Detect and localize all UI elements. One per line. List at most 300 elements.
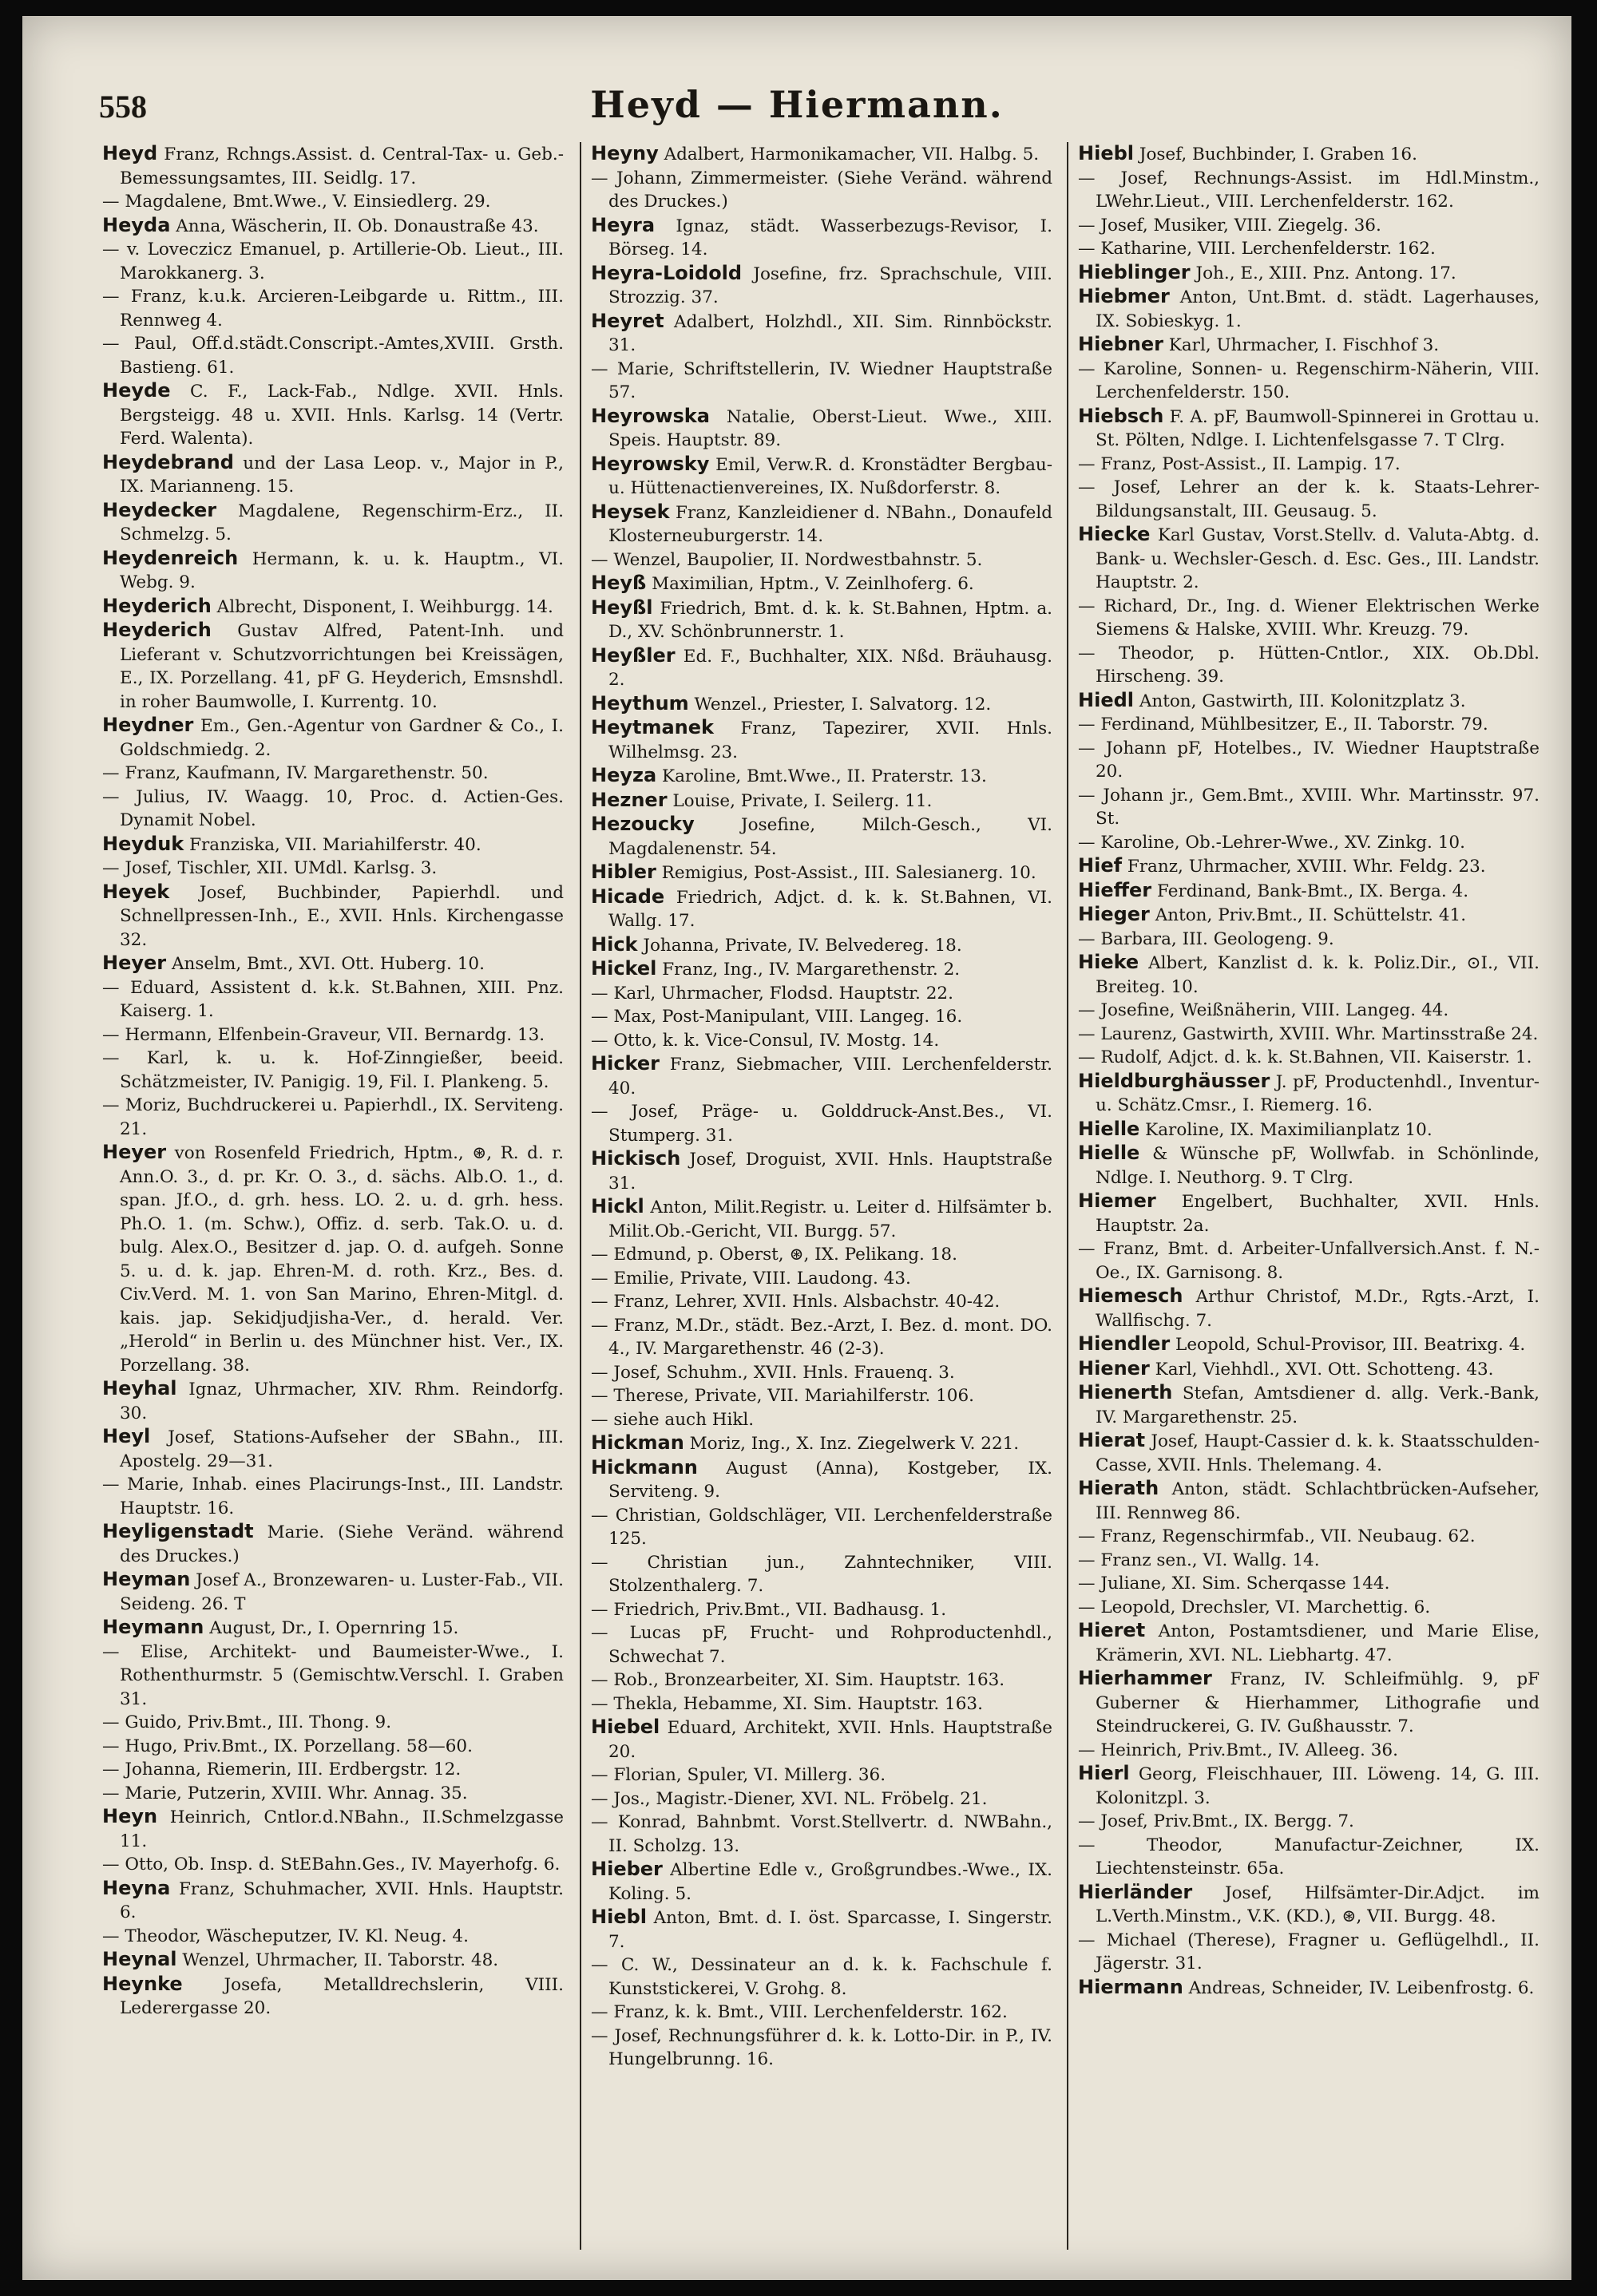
entry-text: — Karl, Uhrmacher, Flodsd. Hauptstr. 22. (591, 983, 953, 1004)
directory-entry (591, 453, 1052, 501)
directory-entry (1078, 999, 1540, 1023)
directory-entry (102, 1758, 564, 1782)
entry-text: — Elise, Architekt- und Baumeister-Wwe., I. Rothenthurmstr. 5 (Gemischtw.Verschl. I. Graben 31. (102, 1641, 564, 1709)
entry-text: — Leopold, Drechsler, VI. Marchettig. 6. (1078, 1597, 1431, 1617)
entry-text: — Thekla, Hebamme, XI. Sim. Hauptstr. 163. (591, 1693, 983, 1714)
directory-entry (1078, 1142, 1540, 1190)
entry-text: — Hermann, Elfenbein-Graveur, VII. Bernardg. 13. (102, 1024, 545, 1045)
entry-text: Stefan, Amtsdiener d. allg. Verk.-Bank, IV. Margarethenstr. 25. (1096, 1384, 1540, 1427)
directory-entry (102, 1735, 564, 1759)
entry-surname: Heyra-Loidold (591, 261, 743, 284)
directory-page (22, 16, 1571, 2280)
directory-entry (102, 1377, 564, 1425)
entry-text: — Ferdinand, Mühlbesitzer, E., II. Taborstr. 79. (1078, 715, 1488, 734)
entry-text: August (Anna), Kostgeber, IX. Serviteng. 9. (608, 1458, 1052, 1502)
entry-text: — Franz sen., VI. Wallg. 14. (1078, 1550, 1320, 1570)
directory-entry (1078, 1976, 1540, 2001)
entry-text: — Otto, k. k. Vice-Consul, IV. Mostg. 14. (591, 1030, 940, 1051)
entry-surname: Hierländer (1078, 1880, 1193, 1903)
directory-entry (102, 1948, 564, 1973)
entry-surname: Hienerth (1078, 1381, 1173, 1403)
directory-entry (1078, 1070, 1540, 1118)
directory-entry (591, 214, 1052, 262)
entry-text: Anton, Milit.Registr. u. Leiter d. Hilfsämter b. Milit.Ob.-Gericht, VII. Burgg. 57. (608, 1197, 1052, 1241)
entry-text: Franz, IV. Schleifmühlg. 9, pF Guberner & Hierhammer, Lithografie und Steindruckerei, G. IV. Gußhausstr. 7. (1096, 1669, 1540, 1736)
directory-entry (102, 1877, 564, 1925)
entry-surname: Hibler (591, 861, 656, 883)
entry-text: Wenzel., Priester, I. Salvatorg. 12. (688, 694, 992, 715)
directory-entry (591, 644, 1052, 692)
entry-surname: Hicade (591, 885, 665, 908)
entry-text: Karl, Uhrmacher, I. Fischhof 3. (1163, 335, 1440, 355)
entry-surname: Hieffer (1078, 878, 1152, 901)
entry-text: — Franz, Kaufmann, IV. Margarethenstr. 50. (102, 763, 489, 783)
directory-entry (1078, 1023, 1540, 1047)
directory-entry (591, 1669, 1052, 1692)
entry-text: Anton, städt. Schlachtbrücken-Aufseher, III. Rennweg 86. (1096, 1479, 1540, 1523)
directory-entry (591, 885, 1052, 933)
directory-entry (591, 572, 1052, 596)
directory-entry (591, 405, 1052, 453)
directory-entry (1078, 1810, 1540, 1834)
directory-entry (1078, 713, 1540, 737)
entry-surname: Hezoucky (591, 813, 695, 835)
directory-entry (1078, 237, 1540, 261)
entry-surname: Hieber (591, 1858, 663, 1880)
directory-entry (102, 1616, 564, 1641)
directory-entry (591, 596, 1052, 644)
entry-text: — Konrad, Bahnbmt. Vorst.Stellvertr. d. NWBahn., II. Scholzg. 13. (591, 1812, 1052, 1856)
entry-surname: Heyßler (591, 643, 676, 667)
entry-text: Joh., E., XIII. Pnz. Antong. 17. (1190, 263, 1456, 283)
directory-entry (102, 451, 564, 499)
directory-entry (591, 2025, 1052, 2072)
directory-entry (591, 1267, 1052, 1291)
entry-text: — Josef, Musiker, VIII. Ziegelg. 36. (1078, 215, 1381, 236)
entry-text: Franz, Ing., IV. Margarethenstr. 2. (656, 960, 961, 980)
directory-entry (591, 1431, 1052, 1456)
entry-text: Friedrich, Bmt. d. k. k. St.Bahnen, Hptm. a. D., XV. Schönbrunnerstr. 1. (608, 598, 1052, 642)
directory-entry (102, 1805, 564, 1853)
entry-text: Ferdinand, Bank-Bmt., IX. Berga. 4. (1151, 881, 1469, 901)
directory-entry (102, 1568, 564, 1616)
entry-text: — Johann jr., Gem.Bmt., XVIII. Whr. Martinsstr. 97. St. (1078, 785, 1540, 829)
entry-text: J. pF, Productenhdl., Inventur- u. Schätz.Cmsr., I. Riemerg. 16. (1096, 1071, 1540, 1115)
entry-text: Josef A., Bronzewaren- u. Luster-Fab., VII. Seideng. 26. T (120, 1570, 564, 1614)
entry-text: — Florian, Spuler, VI. Millerg. 36. (591, 1765, 886, 1785)
directory-entry (591, 1811, 1052, 1858)
directory-entry (1078, 1619, 1540, 1667)
entry-text: — Josef, Priv.Bmt., IX. Bergg. 7. (1078, 1811, 1354, 1831)
entry-text: — Karoline, Ob.-Lehrer-Wwe., XV. Zinkg. 10. (1078, 832, 1465, 853)
directory-entry (1078, 285, 1540, 333)
directory-entry (591, 1621, 1052, 1669)
directory-entry (1078, 1834, 1540, 1881)
entry-surname: Hieldburghäusser (1078, 1069, 1270, 1092)
directory-entry (102, 1520, 564, 1568)
directory-entry (591, 1147, 1052, 1195)
directory-entry (591, 1029, 1052, 1053)
entry-text: Ignaz, städt. Wasserbezugs-Revisor, I. Börseg. 14. (608, 216, 1052, 259)
entry-surname: Heysek (591, 500, 670, 523)
directory-entry (102, 547, 564, 595)
directory-entry (102, 332, 564, 379)
directory-entry (591, 1787, 1052, 1811)
entry-text: Franz, Siebmacher, VIII. Lerchenfelderstr. 40. (608, 1055, 1052, 1099)
directory-entry (102, 857, 564, 881)
entry-surname: Hick (591, 932, 638, 956)
entry-text: — Christian jun., Zahntechniker, VIII. Stolzenthalerg. 7. (591, 1552, 1052, 1596)
column-rule (1067, 142, 1068, 2250)
entry-surname: Hiedl (1078, 688, 1134, 711)
entry-text: Anton, Unt.Bmt. d. städt. Lagerhauses, IX. Sobieskyg. 1. (1096, 287, 1540, 331)
directory-entry (591, 1314, 1052, 1361)
entry-surname: Hicker (591, 1052, 660, 1075)
entry-surname: Hieger (1078, 903, 1150, 925)
entry-surname: Hiebel (591, 1716, 660, 1738)
directory-entry (102, 379, 564, 451)
entry-surname: Hickmann (591, 1455, 698, 1479)
directory-entry (1078, 1429, 1540, 1477)
entry-text: Natalie, Oberst-Lieut. Wwe., XIII. Speis. Hauptstr. 89. (608, 406, 1052, 450)
entry-text: — Johann, Zimmermeister. (Siehe Veränd. während des Druckes.) (591, 168, 1052, 212)
entry-text: Louise, Private, I. Seilerg. 11. (667, 790, 933, 811)
entry-text: Wenzel, Uhrmacher, II. Taborstr. 48. (176, 1950, 499, 1970)
directory-entry (591, 764, 1052, 789)
entry-surname: Hiebmer (1078, 285, 1170, 307)
directory-entry (102, 1473, 564, 1520)
entry-text: Moriz, Ing., X. Inz. Ziegelwerk V. 221. (684, 1434, 1020, 1454)
entry-surname: Hielle (1078, 1142, 1140, 1164)
entry-text: Adalbert, Harmonikamacher, VII. Halbg. 5. (658, 144, 1040, 164)
directory-entry (102, 881, 564, 952)
entry-surname: Heyer (102, 1141, 167, 1163)
entry-surname: Heynke (102, 1972, 183, 1995)
directory-entry (1078, 333, 1540, 358)
entry-surname: Hiemer (1078, 1190, 1156, 1212)
entry-surname: Hiebner (1078, 333, 1163, 355)
column-3 (1078, 142, 1540, 2258)
entry-text: Josefine, frz. Sprachschule, VIII. Strozzig. 37. (608, 263, 1052, 307)
directory-entry (1078, 831, 1540, 855)
entry-text: — Jos., Magistr.-Diener, XVI. NL. Fröbelg. 21. (591, 1788, 988, 1809)
entry-text: Karl Gustav, Vorst.Stellv. d. Valuta-Abtg. d. Bank- u. Wechsler-Gesch. d. Esc. Ges., III. Landstr. Hauptstr. 2. (1096, 525, 1540, 592)
entry-text: Josef, Droguist, XVII. Hnls. Hauptstraße 31. (608, 1150, 1052, 1194)
entry-text: Gustav Alfred, Patent-Inh. und Lieferant v. Schutzvorrichtungen bei Kreissägen, E., IX. Porzellang. 41, pF G. Heyderich, Emsnshdl. in roher Baumwolle, I. Kurrentg. 10. (120, 621, 564, 712)
entry-text: — Edmund, p. Oberst, ⊛, IX. Pelikang. 18. (591, 1245, 957, 1265)
entry-text: — Lucas pF, Frucht- und Rohproductenhdl., Schwechat 7. (591, 1623, 1052, 1667)
directory-entry (591, 310, 1052, 358)
directory-entry (591, 262, 1052, 310)
entry-surname: Hieret (1078, 1619, 1146, 1641)
directory-entry (1078, 1596, 1540, 1620)
entry-text: — Rudolf, Adjct. d. k. k. St.Bahnen, VII. Kaiserstr. 1. (1078, 1047, 1532, 1067)
entry-surname: Hielle (1078, 1117, 1140, 1140)
columns-container (102, 142, 1540, 2258)
entry-surname: Hierat (1078, 1429, 1146, 1451)
entry-text: — Laurenz, Gastwirth, XVIII. Whr. Martinsstraße 24. (1078, 1023, 1539, 1044)
entry-surname: Heythum (591, 691, 689, 715)
directory-entry (1078, 1739, 1540, 1763)
entry-text: — Magdalene, Bmt.Wwe., V. Einsiedlerg. 29. (102, 192, 491, 212)
entry-text: — Barbara, III. Geologeng. 9. (1078, 928, 1334, 949)
directory-entry (591, 2001, 1052, 2025)
entry-text: Anton, Bmt. d. I. öst. Sparcasse, I. Singerstr. 7. (608, 1908, 1052, 1952)
directory-entry (102, 595, 564, 620)
entry-surname: Heyna (102, 1876, 171, 1899)
directory-entry (102, 1141, 564, 1377)
entry-text: — Rob., Bronzearbeiter, XI. Sim. Hauptstr. 163. (591, 1670, 1005, 1690)
entry-text: Ignaz, Uhrmacher, XIV. Rhm. Reindorfg. 30. (120, 1380, 564, 1423)
directory-entry (591, 1764, 1052, 1787)
entry-text: Josefa, Metalldrechslerin, VIII. Lederergasse 20. (120, 1974, 564, 2018)
directory-entry (1078, 1237, 1540, 1285)
directory-entry (102, 786, 564, 833)
entry-text: — Josef, Tischler, XII. UMdl. Karlsg. 3. (102, 858, 438, 878)
directory-entry (1078, 642, 1540, 689)
directory-entry (591, 1408, 1052, 1432)
entry-text: — Theodor, Manufactur-Zeichner, IX. Liechtensteinstr. 65a. (1078, 1835, 1540, 1878)
entry-surname: Heyderich (102, 594, 212, 617)
entry-text: — Marie, Schriftstellerin, IV. Wiedner Hauptstraße 57. (591, 358, 1052, 402)
directory-entry (1078, 903, 1540, 928)
directory-entry (591, 548, 1052, 572)
entry-text: — Franz, Bmt. d. Arbeiter-Unfallversich.Anst. f. N.-Oe., IX. Garnisong. 8. (1078, 1239, 1540, 1283)
entry-surname: Hiendler (1078, 1332, 1171, 1355)
entry-text: — Franz, Post-Assist., II. Lampig. 17. (1078, 453, 1401, 474)
directory-entry (102, 214, 564, 239)
directory-entry (1078, 1525, 1540, 1549)
entry-surname: Hierath (1078, 1477, 1159, 1499)
entry-surname: Heyßl (591, 596, 653, 619)
entry-text: Albert, Kanzlist d. k. k. Poliz.Dir., ⊙I., VII. Breiteg. 10. (1096, 953, 1540, 997)
entry-text: — Friedrich, Priv.Bmt., VII. Badhausg. 1. (591, 1599, 947, 1620)
entry-surname: Heyhal (102, 1377, 177, 1399)
entry-surname: Heyrowska (591, 404, 710, 427)
entry-surname: Heyn (102, 1805, 158, 1827)
directory-entry (591, 1243, 1052, 1267)
entry-text: — Emilie, Private, VIII. Laudong. 43. (591, 1268, 911, 1289)
directory-entry (591, 1456, 1052, 1504)
entry-surname: Hiecke (1078, 523, 1151, 545)
entry-text: Karoline, Bmt.Wwe., II. Praterstr. 13. (656, 766, 987, 786)
directory-entry (1078, 737, 1540, 784)
entry-text: Eduard, Architekt, XVII. Hnls. Hauptstraße 20. (608, 1718, 1052, 1762)
entry-text: — Juliane, XI. Sim. Scherqasse 144. (1078, 1574, 1390, 1593)
directory-entry (591, 1361, 1052, 1385)
entry-text: Heinrich, Cntlor.d.NBahn., II.Schmelzgasse 11. (120, 1807, 564, 1851)
directory-entry (102, 238, 564, 285)
directory-entry (1078, 1381, 1540, 1429)
entry-text: — Heinrich, Priv.Bmt., IV. Alleeg. 36. (1078, 1740, 1398, 1760)
entry-surname: Hiener (1078, 1356, 1150, 1380)
entry-text: — Karoline, Sonnen- u. Regenschirm-Näherin, VIII. Lerchenfelderstr. 150. (1078, 358, 1540, 402)
directory-entry (591, 789, 1052, 813)
directory-entry (1078, 1118, 1540, 1142)
entry-text: — Franz, k.u.k. Arcieren-Leibgarde u. Rittm., III. Rennweg 4. (102, 287, 564, 331)
entry-surname: Heyl (102, 1425, 151, 1447)
directory-entry (591, 1195, 1052, 1243)
entry-text: — Theodor, p. Hütten-Cntlor., XIX. Ob.Dbl. Hirscheng. 39. (1078, 643, 1540, 687)
page-header (22, 16, 1571, 136)
directory-entry (591, 142, 1052, 167)
entry-text: — Karl, k. u. k. Hof-Zinngießer, beeid. Schätzmeister, IV. Panigig. 19, Fil. I. Plankeng. 5. (102, 1048, 564, 1092)
entry-surname: Heyrowsky (591, 452, 710, 475)
entry-text: Anton, Priv.Bmt., II. Schüttelstr. 41. (1149, 905, 1467, 925)
entry-surname: Heyek (102, 880, 170, 903)
directory-entry (1078, 1285, 1540, 1332)
entry-surname: Heyny (591, 142, 659, 164)
entry-text: Josef, Haupt-Cassier d. k. k. Staatsschulden-Casse, XVII. Hnls. Thelemang. 4. (1096, 1431, 1540, 1475)
directory-entry (1078, 928, 1540, 952)
entry-text: Karoline, IX. Maximilianplatz 10. (1139, 1119, 1433, 1140)
entry-text: — v. Loveczicz Emanuel, p. Artillerie-Ob. Lieut., III. Marokkanerg. 3. (102, 239, 564, 283)
entry-surname: Heymann (102, 1616, 204, 1638)
directory-entry (591, 1290, 1052, 1314)
entry-surname: Hickisch (591, 1147, 681, 1170)
entry-surname: Heyda (102, 213, 171, 236)
directory-entry (1078, 476, 1540, 523)
entry-text: Franz, Tapezirer, XVII. Hnls. Wilhelmsg. 23. (608, 718, 1052, 762)
directory-entry (102, 1973, 564, 2021)
entry-text: — Michael (Therese), Fragner u. Geflügelhdl., II. Jägerstr. 31. (1078, 1930, 1540, 1973)
directory-entry (102, 142, 564, 190)
entry-text: — Moriz, Buchdruckerei u. Papierhdl., IX. Serviteng. 21. (102, 1095, 564, 1139)
entry-text: Maximilian, Hptm., V. Zeinlhoferg. 6. (646, 574, 974, 594)
entry-text: und der Lasa Leop. v., Major in P., IX. Marianneng. 15. (120, 453, 564, 497)
entry-text: — Eduard, Assistent d. k.k. St.Bahnen, XIII. Pnz. Kaiserg. 1. (102, 977, 564, 1021)
running-head: Heyd — Hiermann. (590, 83, 1004, 126)
entry-surname: Heyman (102, 1568, 191, 1590)
column-rule (580, 142, 581, 2250)
directory-entry (1078, 142, 1540, 167)
directory-entry (1078, 854, 1540, 879)
directory-entry (102, 1425, 564, 1473)
entry-text: Friedrich, Adjct. d. k. k. St.Bahnen, VI. Wallg. 17. (608, 887, 1052, 931)
entry-text: Josefine, Milch-Gesch., VI. Magdalenenstr. 54. (608, 815, 1052, 859)
entry-text: — Josefine, Weißnäherin, VIII. Langeg. 44. (1078, 1000, 1449, 1020)
entry-surname: Hiebl (591, 1906, 647, 1928)
directory-entry (1078, 784, 1540, 831)
directory-entry (591, 692, 1052, 717)
directory-entry (1078, 1190, 1540, 1237)
directory-entry (1078, 1929, 1540, 1976)
entry-text: — Max, Post-Manipulant, VIII. Langeg. 16. (591, 1007, 963, 1027)
directory-entry (102, 1023, 564, 1047)
entry-text: — Hugo, Priv.Bmt., IX. Porzellang. 58—60. (102, 1736, 473, 1756)
entry-text: Adalbert, Holzhdl., XII. Sim. Rinnböckstr. 31. (608, 311, 1052, 355)
entry-text: Remigius, Post-Assist., III. Salesianerg. 10. (656, 863, 1036, 883)
column-1 (102, 142, 564, 2258)
directory-entry (1078, 523, 1540, 595)
directory-entry (102, 1047, 564, 1094)
directory-entry (102, 1094, 564, 1141)
entry-text: C. F., Lack-Fab., Ndlge. XVII. Hnls. Bergsteigg. 48 u. XVII. Hnls. Karlsg. 14 (Vertr. Ferd. Walenta). (120, 382, 564, 449)
entry-text: — Julius, IV. Waagg. 10, Proc. d. Actien-Ges. Dynamit Nobel. (102, 786, 564, 830)
entry-text: — Theodor, Wäscheputzer, IV. Kl. Neug. 4. (102, 1926, 469, 1946)
directory-entry (1078, 405, 1540, 453)
directory-entry (1078, 1881, 1540, 1929)
entry-text: Engelbert, Buchhalter, XVII. Hnls. Hauptstr. 2a. (1096, 1192, 1540, 1236)
directory-entry (591, 982, 1052, 1006)
entry-text: Marie. (Siehe Veränd. während des Druckes.) (120, 1522, 564, 1566)
entry-text: — Josef, Schuhm., XVII. Hnls. Frauenq. 3. (591, 1362, 955, 1383)
entry-text: Josef, Buchbinder, Papierhdl. und Schnellpressen-Inh., E., XVII. Hnls. Kirchengasse 32. (120, 882, 564, 950)
directory-entry (102, 1641, 564, 1712)
entry-surname: Hiebsch (1078, 404, 1164, 427)
entry-surname: Heyß (591, 572, 647, 594)
directory-entry (102, 976, 564, 1023)
entry-text: Karl, Viehhdl., XVI. Ott. Schotteng. 43. (1149, 1359, 1494, 1380)
entry-text: Josef, Buchbinder, I. Graben 16. (1134, 144, 1417, 164)
entry-surname: Hiemesch (1078, 1285, 1183, 1307)
directory-entry (591, 1384, 1052, 1408)
directory-entry (1078, 1357, 1540, 1382)
entry-surname: Hief (1078, 854, 1123, 877)
entry-text: Ed. F., Buchhalter, XIX. Nßd. Bräuhausg. 2. (608, 646, 1052, 690)
directory-entry (1078, 1762, 1540, 1810)
entry-surname: Heyde (102, 379, 171, 402)
entry-text: Anselm, Bmt., XVI. Ott. Huberg. 10. (166, 954, 485, 974)
entry-surname: Heyderich (102, 619, 212, 641)
directory-entry (1078, 1477, 1540, 1525)
directory-entry (1078, 595, 1540, 642)
entry-text: Arthur Christof, M.Dr., Rgts.-Arzt, I. Wallfischg. 7. (1096, 1287, 1540, 1331)
entry-text: — Marie, Inhab. eines Placirungs-Inst., III. Landstr. Hauptstr. 16. (102, 1475, 564, 1518)
entry-text: Franz, Schuhmacher, XVII. Hnls. Hauptstr. 6. (120, 1878, 564, 1922)
entry-text: Leopold, Schul-Provisor, III. Beatrixg. 4. (1170, 1335, 1526, 1355)
directory-entry (591, 1100, 1052, 1147)
entry-text: Andreas, Schneider, IV. Leibenfrostg. 6. (1183, 1977, 1535, 1998)
entry-text: Johanna, Private, IV. Belvedereg. 18. (637, 935, 962, 956)
entry-text: Anton, Postamtsdiener, und Marie Elise, Krämerin, XVI. NL. Liebhartg. 47. (1096, 1621, 1540, 1665)
entry-surname: Hierhammer (1078, 1667, 1212, 1689)
directory-entry (591, 1551, 1052, 1598)
entry-surname: Heyduk (102, 832, 184, 855)
entry-text: — Josef, Präge- u. Golddruck-Anst.Bes., VI. Stumperg. 31. (591, 1102, 1052, 1146)
directory-entry (102, 952, 564, 976)
directory-entry (1078, 1549, 1540, 1573)
entry-surname: Heyret (591, 309, 664, 332)
directory-entry (1078, 1572, 1540, 1596)
entry-surname: Heyer (102, 952, 167, 974)
entry-surname: Hiermann (1078, 1975, 1183, 1998)
entry-text: Albertine Edle v., Großgrundbes.-Wwe., IX. Koling. 5. (608, 1860, 1052, 1904)
entry-text: — Franz, Regenschirmfab., VII. Neubaug. 62. (1078, 1526, 1476, 1546)
entry-text: — Johann pF, Hotelbes., IV. Wiedner Hauptstraße 20. (1078, 738, 1540, 782)
directory-entry (591, 1716, 1052, 1764)
entry-surname: Hieke (1078, 951, 1139, 973)
entry-surname: Heyd (102, 142, 158, 164)
entry-text: — Otto, Ob. Insp. d. StEBahn.Ges., IV. Mayerhofg. 6. (102, 1855, 561, 1874)
entry-text: Magdalene, Regenschirm-Erz., II. Schmelzg. 5. (120, 501, 564, 544)
directory-entry (102, 619, 564, 714)
directory-entry (102, 499, 564, 547)
entry-text: Emil, Verw.R. d. Kronstädter Bergbau- u. Hüttenactienvereines, IX. Nußdorferstr. 8. (608, 454, 1052, 498)
directory-entry (591, 861, 1052, 885)
entry-surname: Hezner (591, 788, 668, 811)
directory-entry (1078, 1667, 1540, 1739)
directory-entry (102, 762, 564, 786)
entry-text: — Paul, Off.d.städt.Conscript.-Amtes,XVIII. Grsth. Bastieng. 61. (102, 334, 564, 378)
directory-entry (1078, 453, 1540, 477)
directory-entry (591, 1858, 1052, 1906)
entry-text: Albrecht, Disponent, I. Weihburgg. 14. (211, 596, 553, 617)
directory-entry (1078, 951, 1540, 999)
entry-surname: Heydecker (102, 498, 217, 521)
directory-entry (102, 285, 564, 332)
directory-entry (591, 716, 1052, 764)
